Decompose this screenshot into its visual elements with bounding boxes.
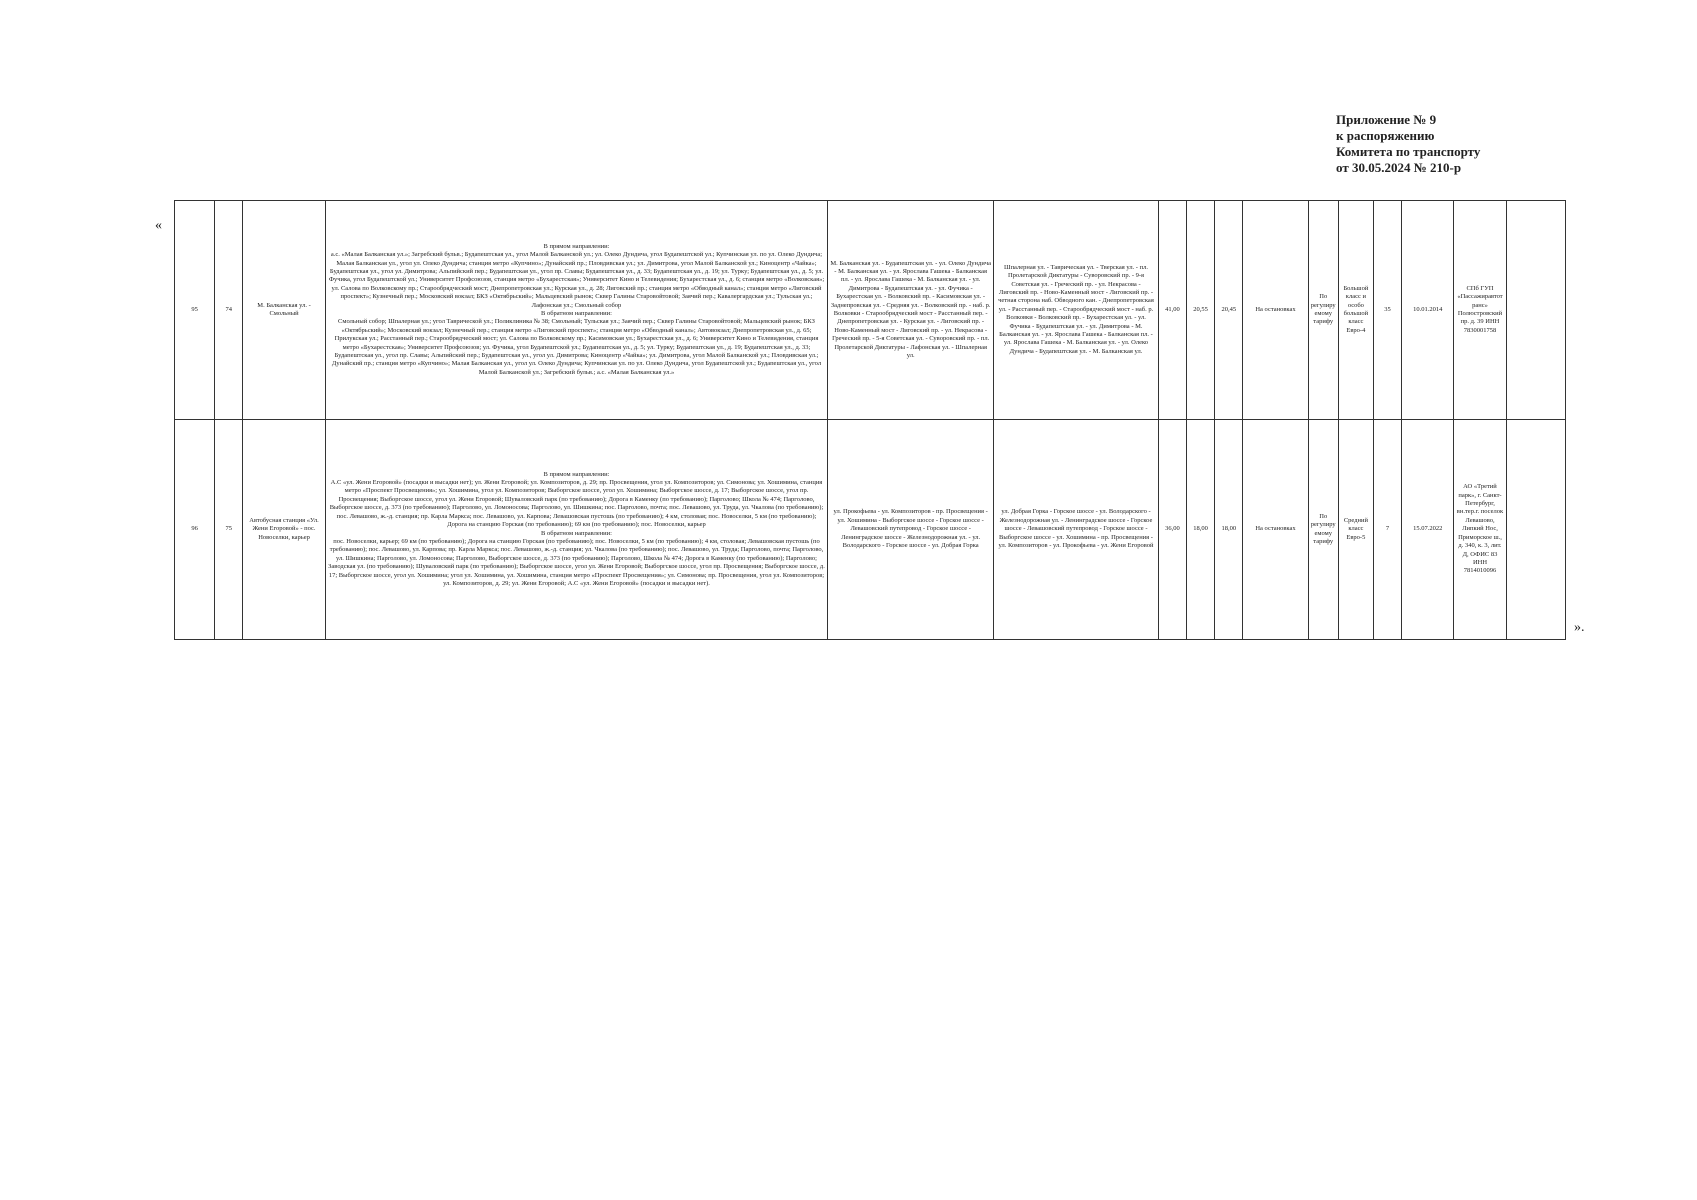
table-row <box>175 420 1566 640</box>
carrier-cell: СПб ГУП «Пассажиравтотранс» Полюстровский пр. д. 39 ИНН 7830001758 <box>1454 201 1506 420</box>
route-number-cell: 74 <box>215 201 243 420</box>
boarding-cell: На остановках <box>1243 201 1308 420</box>
appendix-date-line: от 30.05.2024 № 210-р <box>1336 160 1462 175</box>
carrier-cell: АО «Третий парк», г. Санкт-Петербург, вн.тер.г. поселок Левашово, Липкий Нос, Приморское ш., д. 340, к. 3, лит. Д, ОФИС 83 ИНН 7814010096 <box>1454 420 1506 640</box>
forward-direction-label: В прямом направлении: <box>543 470 610 478</box>
vehicle-class-cell: Средний класс Евро-5 <box>1338 420 1373 640</box>
backward-direction-label: В обратном направлении: <box>541 310 612 317</box>
routes-table <box>174 200 1566 640</box>
appendix-header <box>1336 112 1636 176</box>
appendix-ref-line: к распоряжению <box>1336 128 1435 143</box>
forward-stops: А.С «ул. Жени Егоровой» (посадки и высадки нет); ул. Жени Егоровой; ул. Композиторов, д. 29; пр. Просвещения, угол ул. Композиторов; ул. Симонова; ул. Хошимина, станция метро «Проспект Просвещения»; ул. Хошимина, угол ул. Композиторов; Выборгское шоссе, угол ул. Хошимина; Выборгское шоссе, д. 17; Выборгское шоссе, угол пр. Просвещения; Выборгское шоссе, угол ул. Жени Егоровой; Шуваловский парк (по требованию); Дорога в Каменку (по требованию); Парголово; Школа № 474; Парголово, Выборгское шоссе, д. 373 (по требованию); Парголово, ул. Ломоносова; Парголово, ул. Шишкина; пос. Парголово, почта; пос. Левашово, ул. Труда, ул. Чкалова (по требованию); пос. Левашово, ж.-д. станция; пр. Карла Маркса; пос. Левашово, ул. Карпова; Левашовская пустошь (по требованию); 4 км, столовая; пос. Новоселки, 5 км (по требованию); Дорога на станцию Горская (по требованию); 69 км (по требованию); пос. Новоселки, карьер <box>329 479 824 529</box>
vehicle-count-cell: 35 <box>1373 201 1401 420</box>
length-total-cell: 36,00 <box>1158 420 1186 640</box>
route-name-cell: Автобусная станция «Ул. Жени Егоровой» - пос. Новоселки, карьер <box>243 420 325 640</box>
reg-number-cell: 95 <box>175 201 215 420</box>
table-row <box>175 201 1566 420</box>
extra-cell <box>1506 420 1565 640</box>
backward-stops: Смольный собор; Шпалерная ул.; угол Таврической ул.; Поликлиника № 38; Смольный; Тульская ул.; Заячий пер.; Сквер Галины Старовойтовой; Мальцевский рынок; БКЗ «Октябрьский»; Московский вокзал; Кузнечный пер.; станция метро «Лиговский проспект»; станция метро «Обводный канал»; Автовокзал; Днепропетровская ул., д. 65; Прилукская ул.; Расстанный пер.; Старообрядческий мост; ул. Салова по Волковскому пр.; Касимовская ул.; Бухарестская ул., д. 6; Университет Кино и Телевидения, станция метро «Бухарестская»; Университет Профсоюзов; ул. Фучика, угол Будапештской ул.; Будапештская ул., д. 5; ул. Турку; Будапештская ул., д. 19; Будапештская ул., д. 33; Будапештская ул., угол пр. Славы; Альпийский пер.; Будапештская ул., угол ул. Димитрова; Киноцентр «Чайка»; ул. Димитрова, угол Малой Балканской ул.; Пловдивская ул.; Дунайский пр.; станция метро «Купчино»; Малая Балканская ул., угол ул. Олеко Дундича; Купчинская ул. по ул. Олеко Дундича, угол Будапештской ул.; Будапештская ул., угол Малой Балканской ул.; Загребский бульв.; а.с. «Малая Балканская ул.» <box>331 318 822 376</box>
length-forward-cell: 18,00 <box>1187 420 1215 640</box>
opening-quote: « <box>155 218 162 233</box>
backward-stops: пос. Новоселки, карьер; 69 км (по требованию); Дорога на станцию Горская (по требованию); пос. Новоселки, 5 км (по требованию); 4 км, столовая; Левашовская пустошь (по требованию); пос. Левашово, ул. Карпова; пр. Карла Маркса; пос. Левашово, ж.-д. станция; ул. Чкалова (по требованию); пос. Левашово, ул. Труда; Парголово, почта; Парголово, ул. Шишкина; Парголово, ул. Ломоносова; Парголово, Выборгское шоссе, д. 373 (по требованию); Парголово, Школа № 474; Дорога в Каменку (по требованию); Парголово; Заводская ул. (по требованию); Шуваловский парк (по требованию); Выборгское шоссе, угол ул. Жени Егоровой; Выборгское шоссе, угол пр. Просвещения; Выборгское шоссе, д. 17; Выборгское шоссе, угол ул. Хошимина; угол ул. Хошимина, ул. Хошимина, станция метро «Проспект Просвещения»; ул. Симонова; пр. Просвещения, угол ул. Композиторов; ул. Композиторов, д. 29; ул. Жени Егоровой; А.С «ул. Жени Егоровой» (посадки и высадки нет). <box>328 537 825 587</box>
start-date-cell: 15.07.2022 <box>1402 420 1454 640</box>
forward-direction-label: В прямом направлении: <box>543 242 610 250</box>
boarding-cell: На остановках <box>1243 420 1308 640</box>
route-number-cell: 75 <box>215 420 243 640</box>
reg-number-cell: 96 <box>175 420 215 640</box>
stops-cell <box>325 420 828 640</box>
closing-quote: ». <box>1574 620 1585 635</box>
streets-forward-cell: М. Балканская ул. - Будапештская ул. - ул. Олеко Дундича - М. Балканская ул. - ул. Ярослава Гашека - Балканская пл. - ул. Ярослава Гашека - М. Балканская ул. - ул. Димитрова - Будапештская ул. - ул. Фучика - Бухарестская ул. - Волковский пр. - Касимовская ул. - Заднепровская ул. - Средняя ул. - Волковский пр. - наб. р. Волковки - Старообрядческий мост - Расстанный пер. - Днепропетровская ул. - Курская ул. - Лиговский пр. - Ново-Каменный мост - Лиговский пр. - ул. Некрасова - Греческий пр. - 5-я Советская ул. - Суворовский пр. - пл. Пролетарской Диктатуры - Лафонская ул. - Шпалерная ул. <box>828 201 994 420</box>
length-backward-cell: 20,45 <box>1215 201 1243 420</box>
length-backward-cell: 18,00 <box>1215 420 1243 640</box>
length-total-cell: 41,00 <box>1158 201 1186 420</box>
start-date-cell: 10.01.2014 <box>1402 201 1454 420</box>
appendix-committee-line: Комитета по транспорту <box>1336 144 1481 159</box>
length-forward-cell: 20,55 <box>1187 201 1215 420</box>
fare-cell: По регулируемому тарифу <box>1308 201 1338 420</box>
vehicle-count-cell: 7 <box>1373 420 1401 640</box>
streets-forward-cell: ул. Прокофьева - ул. Композиторов - пр. Просвещения - ул. Хошимина - Выборгское шоссе - Горское шоссе - Левашовский путепровод - Горское шоссе - Ленинградское шоссе - Железнодорожная ул. - ул. Володарского - Горское шоссе - ул. Добрая Горка <box>828 420 994 640</box>
fare-cell: По регулируемому тарифу <box>1308 420 1338 640</box>
extra-cell <box>1506 201 1565 420</box>
stops-cell <box>325 201 828 420</box>
streets-backward-cell: ул. Добрая Горка - Горское шоссе - ул. Володарского - Железнодорожная ул. - Ленинградское шоссе - Горское шоссе - Левашовский путепровод - Горское шоссе - Выборгское шоссе - ул. Хошимина - пр. Просвещения - ул. Композиторов - ул. Прокофьева - ул. Жени Егоровой <box>994 420 1159 640</box>
forward-stops: а.с. «Малая Балканская ул.»; Загребский бульв.; Будапештская ул., угол Малой Балканской ул.; ул. Олеко Дундича, угол Будапештской ул.; Купчинская ул. по ул. Олеко Дундича; Малая Балканская ул., угол ул. Олеко Дундича; станция метро «Купчино»; Дунайский пр.; Пловдивская ул.; ул. Димитрова, угол Малой Балканской ул.; Киноцентр «Чайка»; Будапештская ул., угол ул. Димитрова; Альпийский пер.; Будапештская ул., угол пр. Славы; Будапештская ул., д. 33; Будапештская ул., д. 19; ул. Турку; Будапештская ул., д. 5; ул. Фучика, угол Будапештской ул.; Университет Профсоюзов, станция метро «Бухарестская»; Университет Кино и Телевидения; Бухарестская ул., д. 6; станция метро «Волковская»; ул. Салова по Волковскому пр.; Старообрядческий мост; Днепропетровская ул.; Курская ул., д. 28; Лиговский пр.; станция метро «Обводный канал»; станция метро «Лиговский проспект»; Кузнечный пер.; Московский вокзал; БКЗ «Октябрьский»; Мальцевский рынок; Сквер Галины Старовойтовой; Заячий пер.; Кавалергардская ул.; Тульская ул.; Лафонская ул.; Смольный собор <box>328 251 825 309</box>
route-name-cell: М. Балканская ул. - Смольный <box>243 201 325 420</box>
streets-backward-cell: Шпалерная ул. - Таврическая ул. - Тверская ул. - пл. Пролетарской Диктатуры - Суворовский пр. - 9-я Советская ул. - Греческий пр. - ул. Некрасова - Лиговский пр. - Ново-Каменный мост - Лиговский пр. - четная сторона наб. Обводного кан. - Днепропетровская ул. - Расстанный пер. - Старообрядческий мост - наб. р. Волковки - Волковский пр. - Бухарестская ул. - ул. Фучика - Будапештская ул. - ул. Димитрова - М. Балканская ул. - ул. Ярослава Гашека - Балканская пл. - ул. Ярослава Гашека - М. Балканская ул. - ул. Олеко Дундича - Будапештская ул. - М. Балканская ул. <box>994 201 1159 420</box>
backward-direction-label: В обратном направлении: <box>541 529 612 537</box>
vehicle-class-cell: Большой класс и особо большой класс Евро-4 <box>1338 201 1373 420</box>
appendix-title: Приложение № 9 <box>1336 112 1437 127</box>
